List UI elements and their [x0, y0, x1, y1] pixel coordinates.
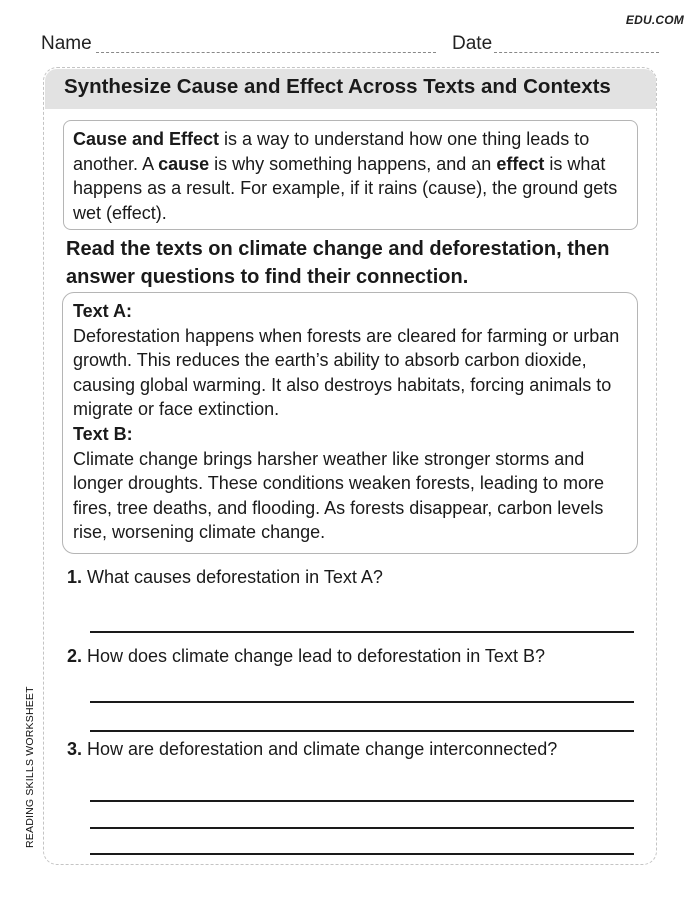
text-a-body: Deforestation happens when forests are cleared for farming or urban growth. This reduces the earth’s ability to absorb carbon dioxide, causing global warming. It also destroys habitats, forcing animals to migrate or face extinction. — [73, 325, 620, 420]
question-number: 2. — [67, 646, 83, 666]
definition-cause-word: cause — [158, 153, 210, 174]
answer-line[interactable] — [90, 631, 634, 633]
answer-line[interactable] — [90, 827, 634, 829]
answer-line[interactable] — [90, 800, 634, 802]
text-b-label: Text B: — [73, 423, 133, 444]
name-label: Name — [41, 33, 92, 54]
question-number: 3. — [67, 739, 83, 759]
brand-logo: EDU.COM — [625, 13, 684, 27]
worksheet-title: Synthesize Cause and Effect Across Texts and Contexts — [64, 75, 611, 98]
question-text: How are deforestation and climate change interconnected? — [82, 739, 558, 759]
definition-text-3: is what happens as a result. For example, if it rains (cause), the ground gets wet (effect). — [73, 153, 618, 223]
side-label: READING SKILLS WORKSHEET — [24, 686, 36, 848]
answer-line[interactable] — [90, 701, 634, 703]
question-text: What causes deforestation in Text A? — [82, 567, 383, 587]
question-text: How does climate change lead to deforestation in Text B? — [82, 646, 545, 666]
question-1 — [67, 567, 383, 588]
answer-line[interactable] — [90, 853, 634, 855]
date-label: Date — [452, 33, 493, 54]
definition-term: Cause and Effect — [73, 129, 220, 149]
question-number: 1. — [67, 567, 83, 587]
definition-box — [63, 120, 638, 230]
definition-effect-word: effect — [496, 153, 545, 174]
definition-text-1: is a way to understand how one thing leads to another. A — [73, 129, 590, 174]
name-line — [96, 52, 436, 53]
text-a-label: Text A: — [73, 301, 133, 321]
text-b-body: Climate change brings harsher weather like stronger storms and longer droughts. These conditions weaken forests, leading to more fires, tree deaths, and flooding. As forests disappear, carbon levels rise, worsening climate change. — [73, 448, 604, 543]
question-3 — [67, 739, 557, 760]
instructions: Read the texts on climate change and deforestation, then answer questions to find their connection. — [66, 238, 610, 288]
name-date-row — [41, 33, 659, 55]
question-2 — [67, 646, 545, 667]
date-line — [494, 52, 659, 53]
answer-line[interactable] — [90, 730, 634, 732]
definition-text-2: is why something happens, and an — [209, 153, 497, 174]
reading-texts-box — [62, 292, 638, 554]
